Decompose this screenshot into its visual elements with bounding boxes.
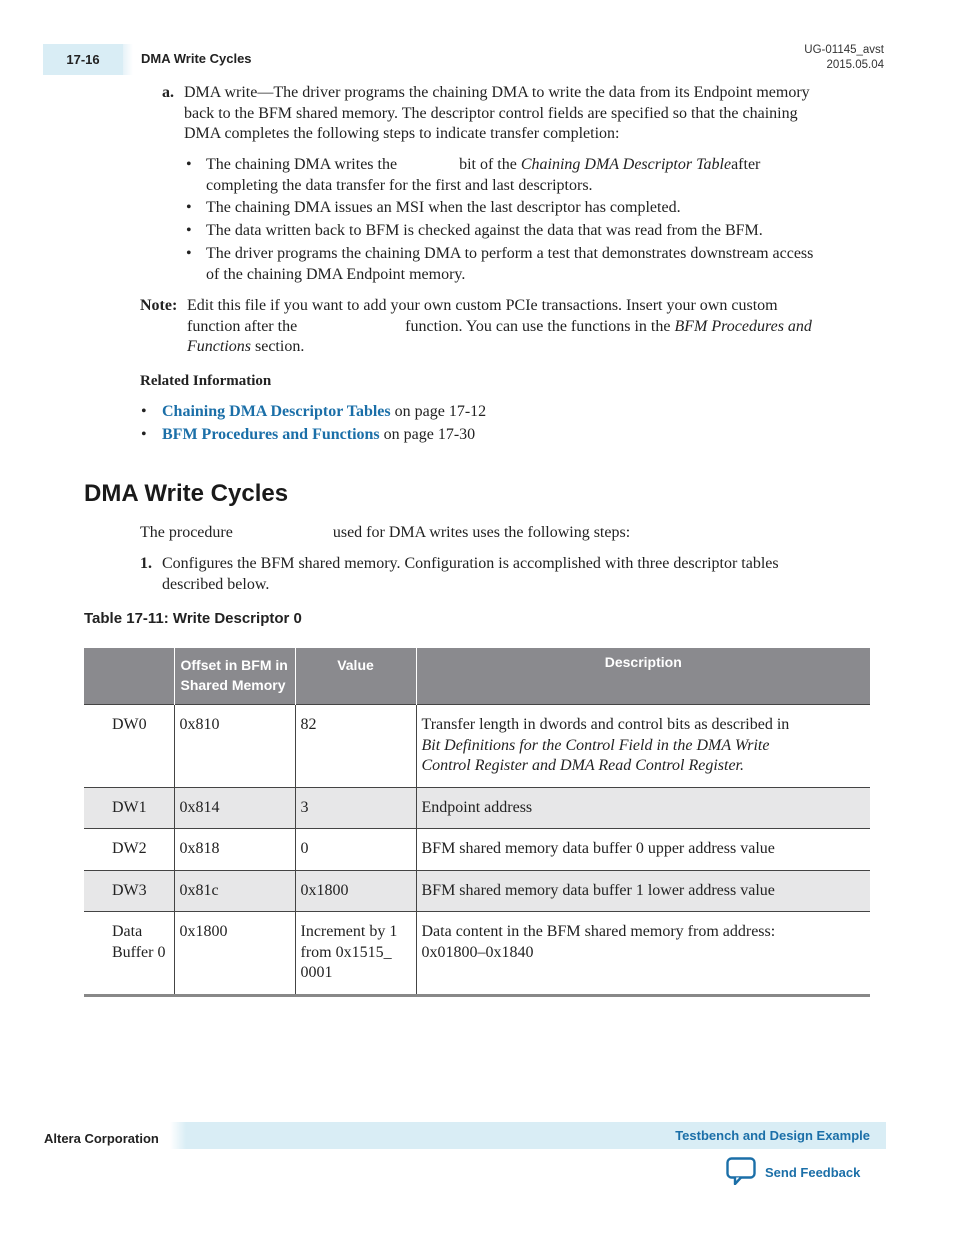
note-line2-part1: function after the [187,317,298,335]
row-value-line2: from 0x1515_ [300,943,392,961]
doc-info [804,43,884,73]
related-item-2 [162,425,475,446]
note-line2-italic: BFM Procedures and [674,317,812,335]
bullet-dot: • [141,426,147,443]
row-value: 82 [295,705,416,788]
bullet-2-line1: The chaining DMA issues an MSI when the last descriptor has completed. [206,199,681,216]
row-value-line3: 0001 [300,964,333,981]
table-row [84,870,870,912]
row-desc-line2: 0x01800–0x1840 [421,943,534,961]
row-offset: 0x81c [174,870,295,912]
write-descriptor-table [84,648,870,997]
step-a-label: a. [162,84,174,101]
table-header-row [84,648,870,705]
table-row [84,829,870,871]
row-name-line2: Buffer 0 [112,943,166,961]
table-caption: Table 17-11: Write Descriptor 0 [84,610,302,627]
bullet-item [206,155,876,196]
row-offset: 0x810 [174,705,295,788]
table-header-description: Description [416,648,870,705]
bullet-4-line1: The driver programs the chaining DMA to perform a test that demonstrates downstream access [206,245,814,262]
row-description: Endpoint address [416,787,870,829]
bullet-4-line2: of the chaining DMA Endpoint memory. [206,265,466,283]
row-name-line1: Data [112,923,143,940]
row-name: DW2 [84,829,174,871]
table-header-value: Value [295,648,416,705]
footer-band-edge [170,1122,186,1149]
row-description: BFM shared memory data buffer 1 lower address value [416,870,870,912]
speech-bubble-icon [726,1157,756,1188]
bullet-3-line1: The data written back to BFM is checked against the data that was read from the BFM. [206,222,763,239]
row-name: DW3 [84,870,174,912]
table-header-offset: Offset in BFM in Shared Memory [174,648,295,705]
bullet-1-line1 [206,155,876,176]
footer-company: Altera Corporation [44,1131,159,1146]
step-a-text [184,83,874,145]
related-link-bfm-procedures[interactable]: BFM Procedures and Functions [162,426,380,443]
row-description [416,705,870,788]
bullet-dot: • [141,403,147,420]
row-desc-line1: Data content in the BFM shared memory from address: [421,923,776,940]
row-offset: 0x818 [174,829,295,871]
row-description: BFM shared memory data buffer 0 upper address value [416,829,870,871]
bullet-1-part3: after [731,156,761,173]
related-suffix-1: on page 17-12 [394,403,487,420]
step-a-line1: DMA write—The driver programs the chaining DMA to write the data from its Endpoint memory [184,84,810,101]
row-value: 0 [295,829,416,871]
row-offset: 0x814 [174,787,295,829]
section-intro-part1: The procedure [140,524,233,541]
bullet-1-line2: completing the data transfer for the first and last descriptors. [206,176,593,194]
doc-id: UG-01145_avst [804,44,884,56]
send-feedback-link[interactable] [726,1157,860,1188]
row-desc-italic1: Bit Definitions for the Control Field in the DMA Write [421,736,770,754]
related-item-1 [162,402,486,423]
bullet-dot: • [186,245,192,262]
page-number-tab [43,44,123,75]
related-link-chaining-dma[interactable]: Chaining DMA Descriptor Tables [162,403,391,420]
table-row [84,705,870,788]
row-value: 0x1800 [295,870,416,912]
note-line1: Edit this file if you want to add your own custom PCIe transactions. Insert your own custom [187,297,778,314]
bullet-dot: • [186,156,192,173]
step-a-line3: DMA completes the following steps to indicate transfer completion: [184,125,620,142]
row-name: DW1 [84,787,174,829]
footer-chapter-link[interactable]: Testbench and Design Example [675,1128,870,1143]
row-value [295,912,416,996]
table-header-empty [84,648,174,705]
page-tab-edge [123,44,133,75]
row-desc-italic2: Control Register and DMA Read Control Register. [421,757,744,774]
note-line3-rest: section. [255,338,305,355]
header-section-title: DMA Write Cycles [141,51,252,66]
note-text [187,296,867,358]
related-heading: Related Information [140,373,272,389]
section-heading: DMA Write Cycles [84,480,289,507]
bullet-1-part2: bit of the [459,156,517,173]
bullet-dot: • [186,222,192,239]
row-name [84,912,174,996]
section-intro [140,523,630,544]
row-description [416,912,870,996]
bullet-item [206,244,876,285]
row-value: 3 [295,787,416,829]
bullet-dot: • [186,199,192,216]
step-1-line2: described below. [162,575,270,593]
note-line3-italic: Functions [187,338,251,355]
page-number: 17-16 [66,52,100,67]
step-a-line2: back to the BFM shared memory. The descriptor control fields are specified so that the chaining [184,104,798,122]
note-label: Note: [140,297,178,314]
step-1-text [162,554,862,595]
note-line2-part2: function. You can use the functions in the [405,317,671,335]
step-1-line1: Configures the BFM shared memory. Configuration is accomplished with three descriptor tables [162,555,779,572]
section-intro-part2: used for DMA writes uses the following steps: [332,524,631,541]
row-value-line1: Increment by 1 [300,923,398,940]
row-name: DW0 [84,705,174,788]
send-feedback-label: Send Feedback [765,1165,861,1180]
row-desc-line1: Transfer length in dwords and control bits as described in [421,716,790,733]
bullet-1-part1: The chaining DMA writes the [206,156,398,173]
row-offset: 0x1800 [174,912,295,996]
note-line3 [187,337,867,358]
related-suffix-2: on page 17-30 [383,426,476,443]
note-line2 [187,317,867,338]
table-row [84,912,870,996]
doc-date: 2015.05.04 [826,59,884,71]
step-1-label: 1. [140,555,152,572]
bullet-1-italic: Chaining DMA Descriptor Table [520,156,732,173]
table-row [84,787,870,829]
